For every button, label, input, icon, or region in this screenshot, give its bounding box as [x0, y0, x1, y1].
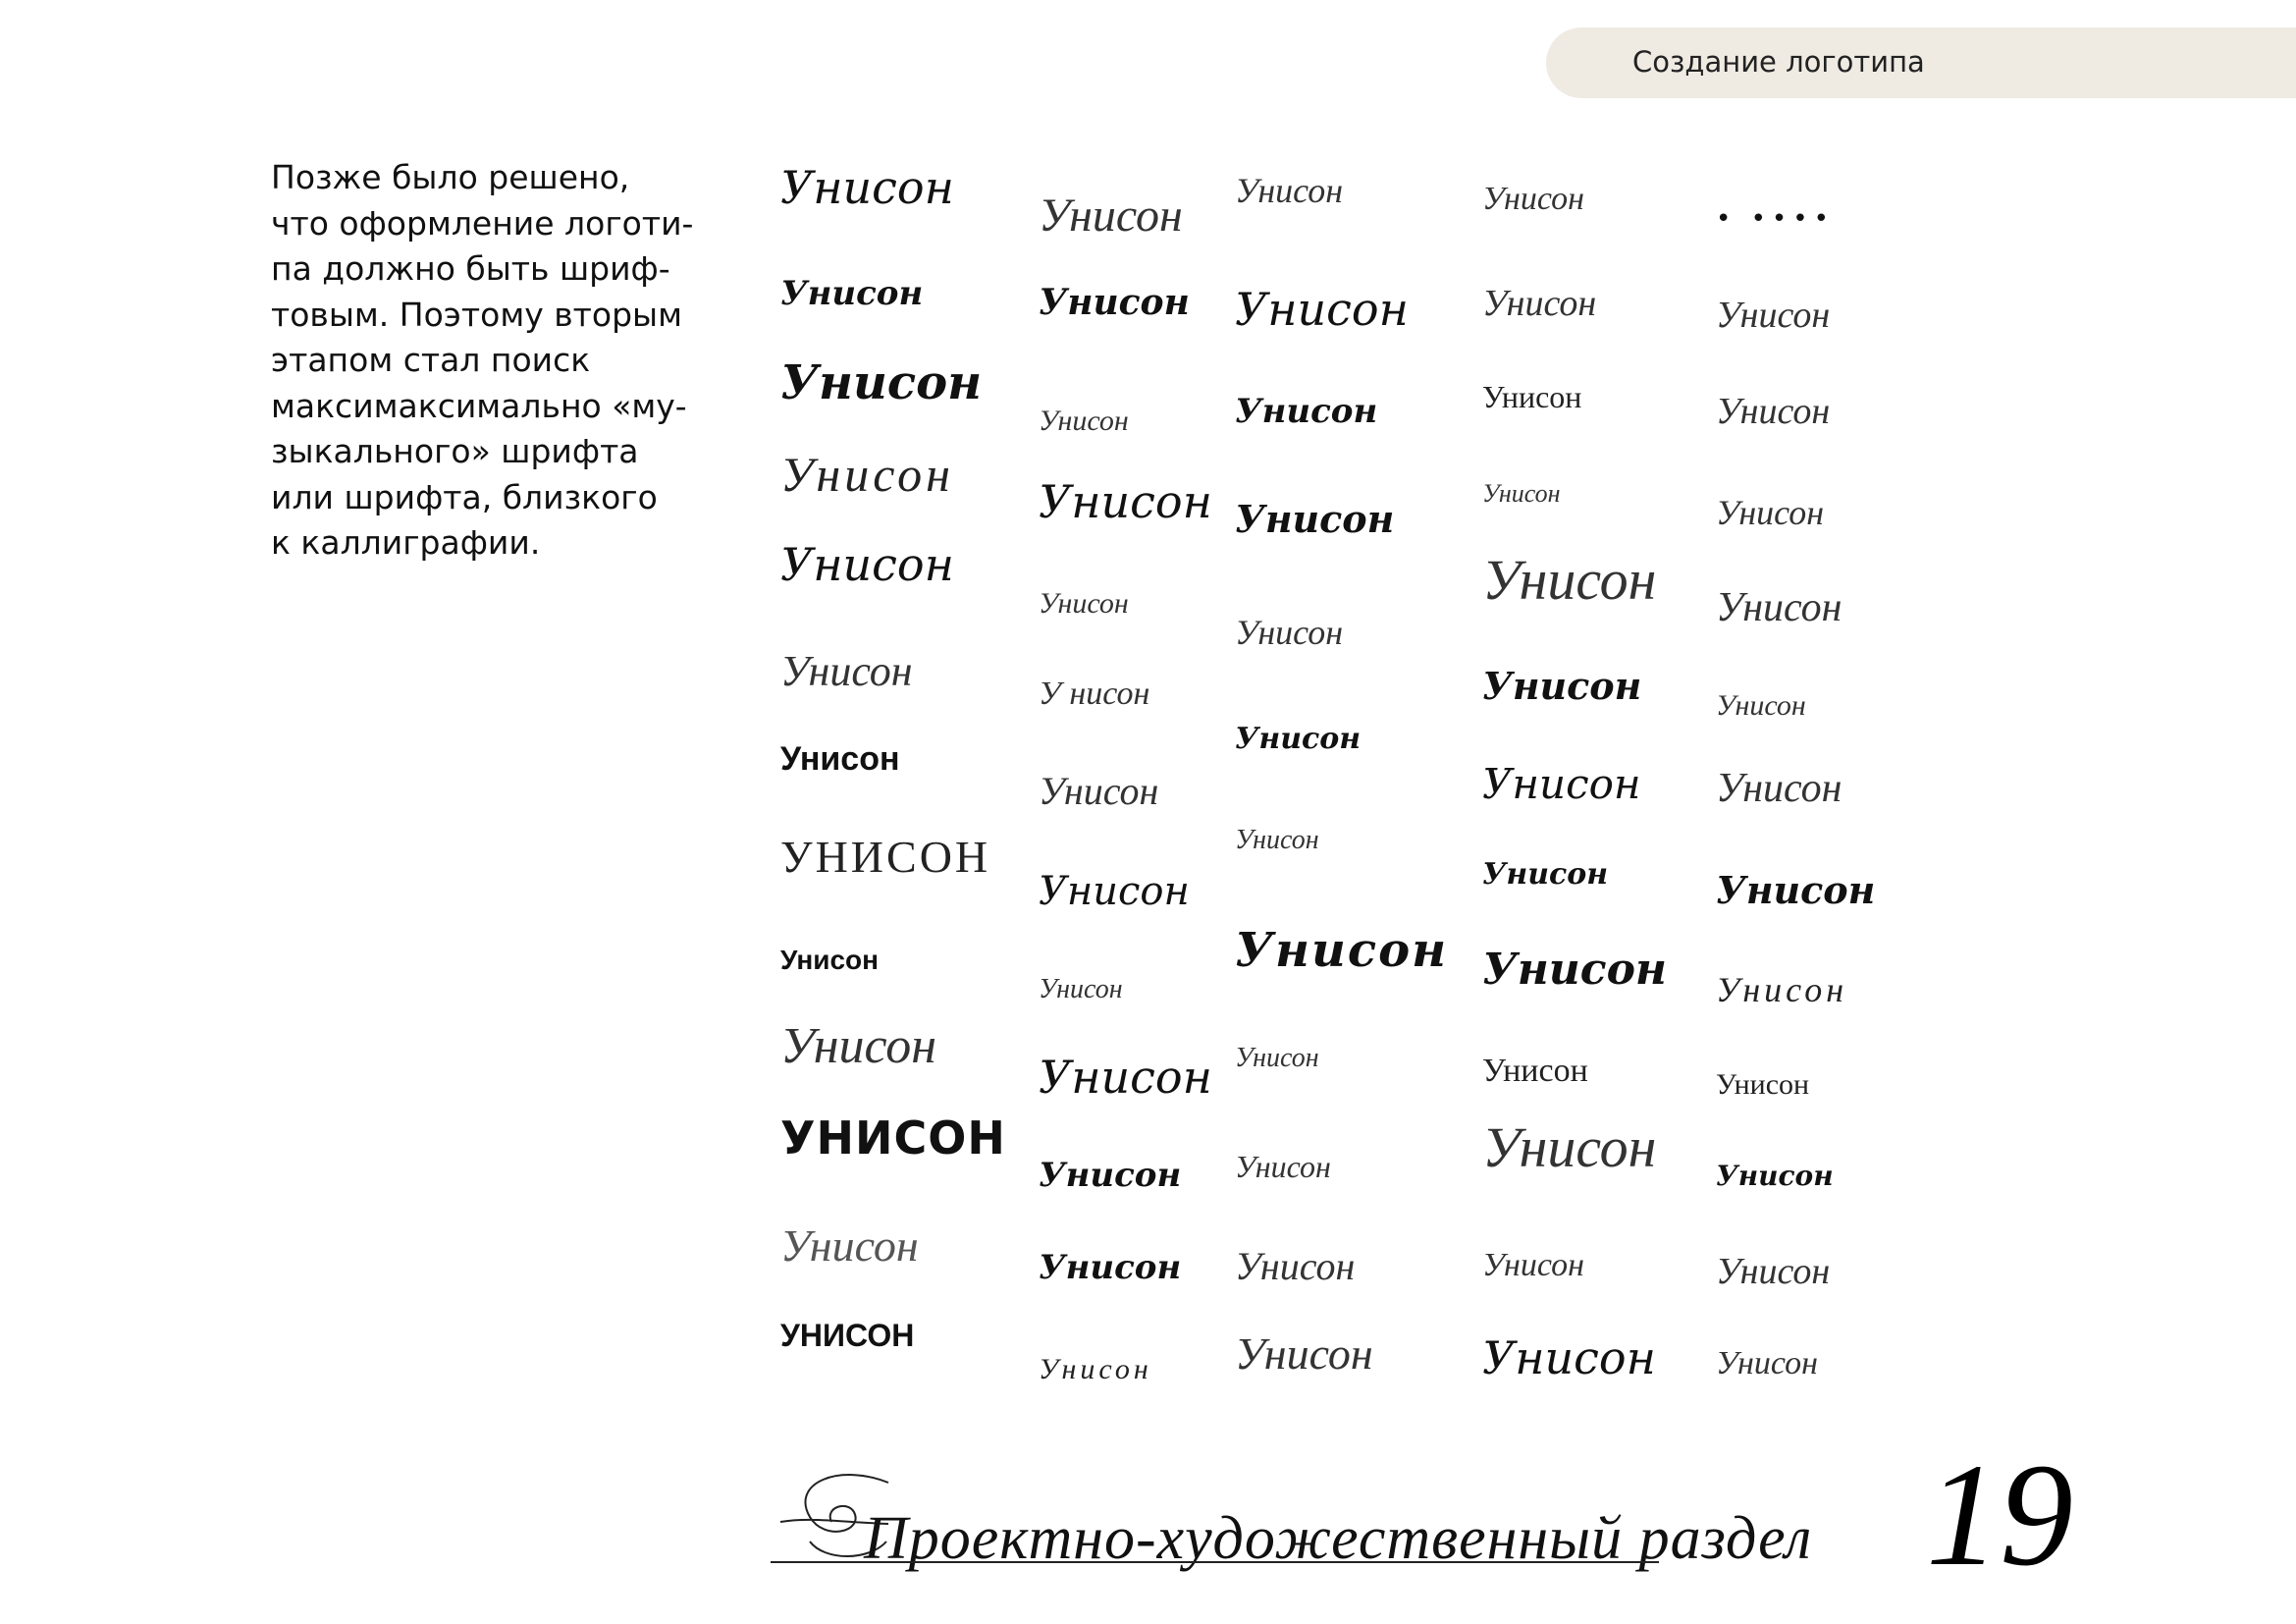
- intro-line: зыкального» шрифта: [271, 432, 639, 470]
- font-sample: Унисон: [1482, 1115, 1657, 1179]
- font-sample: Унисон: [1482, 760, 1641, 808]
- font-sample: Унисон: [1039, 1353, 1152, 1385]
- font-sample: Унисон: [1039, 189, 1183, 242]
- font-sample: Унисон: [1235, 171, 1344, 210]
- font-sample: УНИСОН: [780, 1111, 1006, 1164]
- font-sample: Унисон: [1482, 1331, 1656, 1384]
- font-sample: Унисон: [1716, 295, 1831, 336]
- font-sample: Унисон: [1482, 479, 1561, 508]
- font-sample: Унисон: [1716, 1160, 1834, 1192]
- font-sample: Унисон: [780, 740, 900, 778]
- font-sample: Унисон: [1039, 869, 1190, 914]
- font-sample: Унисон: [1235, 613, 1344, 652]
- font-sample: Унисон: [1482, 1053, 1588, 1089]
- font-sample: Унисон: [1235, 1244, 1356, 1288]
- font-sample: Унисон: [1039, 1051, 1212, 1104]
- font-sample: Унисон: [1235, 1328, 1373, 1379]
- intro-line: максимаксимально «му-: [271, 386, 687, 425]
- font-sample: Унисон: [1716, 689, 1806, 722]
- font-sample: Унисон: [1039, 1156, 1182, 1195]
- font-sample: Унисон: [1235, 825, 1319, 855]
- font-sample: • ••••: [1716, 204, 1835, 234]
- font-sample: Унисон: [780, 447, 954, 502]
- font-sample: Унисон: [780, 355, 983, 410]
- font-sample: Унисон: [780, 538, 954, 591]
- font-sample: Унисон: [1039, 974, 1123, 1004]
- font-sample: Унисон: [1039, 769, 1159, 813]
- font-sample: Унисон: [1235, 722, 1362, 756]
- footer-rule: [771, 1561, 1659, 1563]
- font-sample: Унисон: [1235, 283, 1409, 336]
- intro-line: Позже было решено,: [271, 158, 630, 196]
- font-sample: Унисон: [1039, 587, 1129, 620]
- font-sample: Унисон: [1716, 970, 1848, 1009]
- font-sample: Унисон: [1716, 766, 1842, 811]
- font-sample: Унисон: [1235, 1149, 1331, 1184]
- font-sample: Унисон: [1482, 945, 1667, 995]
- font-sample: Унисон: [1482, 1247, 1585, 1283]
- font-sample: Унисон: [1716, 868, 1876, 912]
- intro-line: этапом стал поиск: [271, 341, 591, 379]
- font-sample: Унисон: [1716, 1251, 1831, 1292]
- font-sample: У нисон: [1039, 676, 1150, 712]
- font-sample: Унисон: [1482, 283, 1597, 324]
- font-sample: Унисон: [780, 1018, 937, 1074]
- intro-paragraph: [271, 155, 703, 567]
- intro-line: па должно быть шриф-: [271, 249, 670, 288]
- page-number: 19: [1926, 1434, 2073, 1597]
- section-label: Создание логотипа: [1632, 45, 1925, 79]
- intro-line: товым. Поэтому вторым: [271, 295, 682, 334]
- font-sample: Унисон: [1039, 282, 1190, 323]
- font-sample: УНИСОН: [780, 1318, 915, 1353]
- font-sample: Унисон: [1235, 923, 1449, 978]
- font-sample: Унисон: [1482, 548, 1657, 612]
- intro-line: что оформление логоти-: [271, 203, 694, 243]
- intro-line: или шрифта, близкого: [271, 477, 658, 516]
- intro-line: к каллиграфии.: [271, 523, 541, 562]
- font-sample: УНИСОН: [780, 832, 991, 882]
- font-sample: Унисон: [1482, 181, 1585, 217]
- font-sample: Унисон: [780, 647, 913, 695]
- font-sample: Унисон: [1039, 475, 1212, 528]
- font-sample: Унисон: [780, 1220, 919, 1271]
- font-sample: Унисон: [780, 161, 954, 214]
- font-sample: Унисон: [1482, 664, 1642, 708]
- font-sample: Унисон: [1235, 1043, 1319, 1073]
- section-tab: [1546, 27, 2296, 98]
- font-sample: Унисон: [1235, 497, 1395, 541]
- font-sample: Унисон: [1039, 1248, 1182, 1287]
- font-sample: Унисон: [1482, 379, 1582, 414]
- font-sample: Унисон: [1716, 1345, 1819, 1381]
- font-sample: Унисон: [1716, 585, 1842, 630]
- font-sample: Унисон: [1482, 857, 1609, 892]
- font-sample: Унисон: [1716, 1068, 1810, 1101]
- font-sample: Унисон: [1039, 405, 1129, 437]
- font-sample: Унисон: [1235, 392, 1378, 431]
- font-sample: Унисон: [1716, 493, 1825, 532]
- font-sample: Унисон: [780, 945, 880, 975]
- section-title: Проектно-художественный раздел: [864, 1505, 1813, 1572]
- font-sample: Унисон: [1716, 391, 1831, 432]
- font-sample: Унисон: [780, 274, 924, 313]
